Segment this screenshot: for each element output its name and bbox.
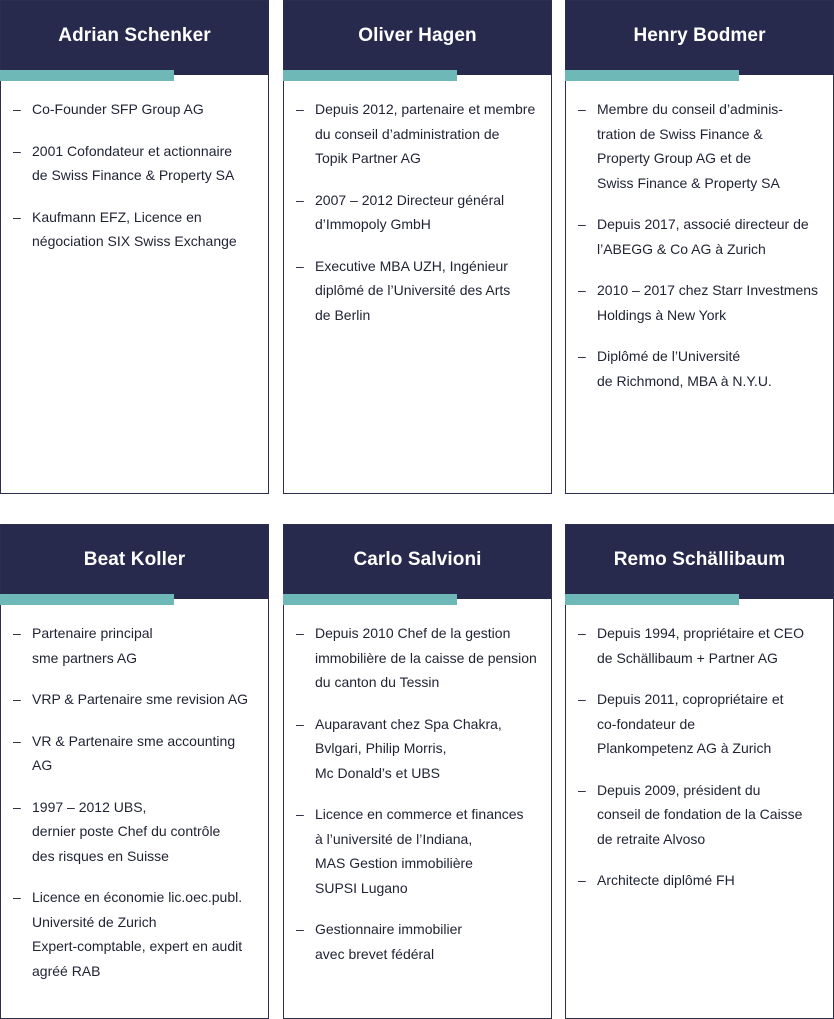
list-item: – Auparavant chez Spa Chakra, Bvlgari, Philip Morris, Mc Donald’s et UBS (315, 712, 541, 786)
list-item: – VR & Partenaire sme accounting AG (32, 729, 258, 778)
accent-bar (283, 70, 457, 81)
list-item: – Executive MBA UZH, Ingénieur diplômé de l’Université des Arts de Berlin (315, 254, 541, 328)
list-item: – Membre du conseil d’adminis- tration de Swiss Finance & Property Group AG et de Swiss Finance & Property SA (597, 97, 823, 195)
bullet-list (1, 599, 268, 983)
list-item: – Licence en commerce et finances à l’université de l’Indiana, MAS Gestion immobilière SUPSI Lugano (315, 802, 541, 900)
card-name: Adrian Schenker (58, 25, 211, 46)
bullet-list (1, 75, 268, 254)
list-item: – Depuis 2011, copropriétaire et co-fondateur de Plankompetenz AG à Zurich (597, 687, 823, 761)
profile-card-remo-schallibaum (565, 524, 834, 1019)
list-item: – Partenaire principal sme partners AG (32, 621, 258, 670)
list-item: – Depuis 2010 Chef de la gestion immobilière de la caisse de pension du canton du Tessin (315, 621, 541, 695)
list-item: – 2010 – 2017 chez Starr Investmens Holdings à New York (597, 278, 823, 327)
card-header (566, 1, 833, 75)
list-item: – 1997 – 2012 UBS, dernier poste Chef du contrôle des risques en Suisse (32, 795, 258, 869)
list-item: – Licence en économie lic.oec.publ. Université de Zurich Expert-comptable, expert en audit agréé RAB (32, 885, 258, 983)
list-item: – 2001 Cofondateur et actionnaire de Swiss Finance & Property SA (32, 139, 258, 188)
card-name: Oliver Hagen (358, 25, 477, 46)
card-name: Beat Koller (83, 549, 186, 570)
list-item: – 2007 – 2012 Directeur général d’Immopoly GmbH (315, 188, 541, 237)
accent-bar (283, 594, 457, 605)
list-item: – Gestionnaire immobilier avec brevet fédéral (315, 917, 541, 966)
card-header (284, 1, 551, 75)
bullet-list (284, 599, 551, 966)
accent-bar (0, 70, 174, 81)
card-header (1, 1, 268, 75)
list-item: – Diplômé de l’Université de Richmond, MBA à N.Y.U. (597, 344, 823, 393)
accent-bar (565, 70, 739, 81)
list-item: – Kaufmann EFZ, Licence en négociation SIX Swiss Exchange (32, 205, 258, 254)
profile-card-beat-koller (0, 524, 269, 1019)
card-name: Henry Bodmer (633, 25, 766, 46)
list-item: – Co-Founder SFP Group AG (32, 97, 258, 122)
profile-card-henry-bodmer (565, 0, 834, 494)
accent-bar (0, 594, 174, 605)
card-header (1, 525, 268, 599)
list-item: – Depuis 1994, propriétaire et CEO de Schällibaum + Partner AG (597, 621, 823, 670)
accent-bar (565, 594, 739, 605)
card-header (566, 525, 833, 599)
card-header (284, 525, 551, 599)
bullet-list (566, 75, 833, 393)
card-name: Carlo Salvioni (353, 549, 482, 570)
profile-card-carlo-salvioni (283, 524, 552, 1019)
profile-card-adrian-schenker (0, 0, 269, 494)
list-item: – Architecte diplômé FH (597, 868, 823, 893)
profile-card-oliver-hagen (283, 0, 552, 494)
bullet-list (284, 75, 551, 327)
card-name: Remo Schällibaum (613, 549, 786, 570)
bullet-list (566, 599, 833, 893)
list-item: – Depuis 2012, partenaire et membre du conseil d’administration de Topik Partner AG (315, 97, 541, 171)
list-item: – VRP & Partenaire sme revision AG (32, 687, 258, 712)
list-item: – Depuis 2017, associé directeur de l’ABEGG & Co AG à Zurich (597, 212, 823, 261)
list-item: – Depuis 2009, président du conseil de fondation de la Caisse de retraite Alvoso (597, 778, 823, 852)
